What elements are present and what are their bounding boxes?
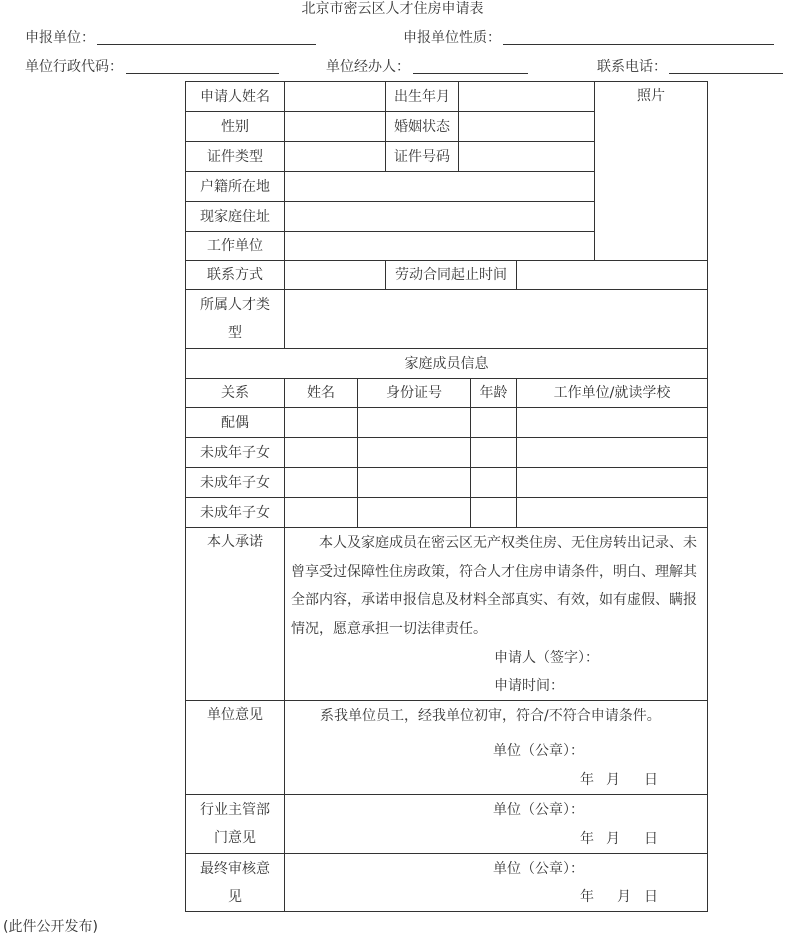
family-col-work: 工作单位/就读学校 [516,378,708,408]
label-final-opinion: 最终审核意见 [185,853,285,912]
family-input[interactable] [470,467,517,498]
family-row-label: 未成年子女 [185,497,285,528]
family-input[interactable] [470,497,517,528]
family-input[interactable] [516,437,708,468]
date-month: 月 [606,772,620,788]
label-unit-opinion: 单位意见 [185,700,285,795]
input-contact[interactable] [284,260,386,290]
unit-nature-field[interactable] [503,44,774,45]
label-industry-opinion: 行业主管部门意见 [185,794,285,854]
family-input[interactable] [284,407,358,438]
family-input[interactable] [516,497,708,528]
label-hukou: 户籍所在地 [185,171,285,202]
admin-code-label: 单位行政代码： [25,59,123,75]
industry-opinion-box [284,794,708,854]
family-input[interactable] [470,407,517,438]
phone-label: 联系电话： [597,59,667,75]
label-birth: 出生年月 [385,81,459,112]
applicant-unit-label: 申报单位： [25,30,95,46]
family-input[interactable] [516,467,708,498]
date-day: 日 [644,831,658,847]
family-input[interactable] [357,437,471,468]
date-day: 日 [644,889,658,905]
family-row-label: 配偶 [185,407,285,438]
input-talent-type[interactable] [284,289,708,349]
label-contact: 联系方式 [185,260,285,290]
label-work-unit: 工作单位 [185,231,285,261]
input-gender[interactable] [284,111,386,142]
label-applicant-name: 申请人姓名 [185,81,285,112]
industry-seal-label: 单位（公章）： [493,802,584,818]
label-gender: 性别 [185,111,285,142]
admin-code-field[interactable] [126,73,279,74]
pledge-box [284,527,708,701]
family-row-label: 未成年子女 [185,467,285,498]
label-id-type: 证件类型 [185,141,285,172]
footer-note: (此件公开发布) [3,919,98,935]
label-address: 现家庭住址 [185,201,285,232]
apply-time-label: 申请时间： [494,678,564,694]
family-input[interactable] [357,407,471,438]
page-title: 北京市密云区人才住房申请表 [301,1,484,17]
applicant-unit-field[interactable] [97,44,316,45]
input-hukou[interactable] [284,171,595,202]
application-form [185,81,708,912]
date-month: 月 [617,889,631,905]
family-input[interactable] [357,497,471,528]
family-col-relation: 关系 [185,378,285,408]
input-work-unit[interactable] [284,231,595,261]
date-month: 月 [606,831,620,847]
applicant-signature-label: 申请人（签字）： [494,650,599,666]
family-input[interactable] [470,437,517,468]
input-applicant-name[interactable] [284,81,386,112]
phone-field[interactable] [669,73,783,74]
input-birth[interactable] [458,81,595,112]
label-contract-period: 劳动合同起止时间 [385,260,517,290]
label-pledge: 本人承诺 [185,527,285,701]
date-year: 年 [580,831,594,847]
family-input[interactable] [357,467,471,498]
family-input[interactable] [284,467,358,498]
family-col-name: 姓名 [284,378,358,408]
family-input[interactable] [284,497,358,528]
family-input[interactable] [284,437,358,468]
photo-box: 照片 [594,81,708,261]
date-year: 年 [580,772,594,788]
label-id-number: 证件号码 [385,141,459,172]
family-col-age: 年龄 [470,378,517,408]
input-contract-period[interactable] [516,260,708,290]
final-opinion-box [284,853,708,912]
unit-seal-label: 单位（公章）： [493,743,584,759]
pledge-text: 本人及家庭成员在密云区无产权类住房、无住房转出记录、未曾享受过保障性住房政策，符合人才住房申请条件，明白、理解其全部内容，承诺申报信息及材料全部真实、有效，如有虚假、瞒报情况，愿意承担一切法律责任。 [291,535,697,638]
unit-opinion-text: 系我单位员工，经我单位初审，符合/不符合申请条件。 [320,708,661,724]
family-input[interactable] [516,407,708,438]
input-marital[interactable] [458,111,595,142]
label-talent-type: 所属人才类型 [185,289,285,349]
handler-field[interactable] [413,73,528,74]
family-col-id: 身份证号 [357,378,471,408]
date-day: 日 [644,772,658,788]
input-id-type[interactable] [284,141,386,172]
input-id-number[interactable] [458,141,595,172]
label-marital: 婚姻状态 [385,111,459,142]
unit-opinion-box [284,700,708,795]
unit-nature-label: 申报单位性质： [403,30,501,46]
date-year: 年 [580,889,594,905]
final-seal-label: 单位（公章）： [493,861,584,877]
handler-label: 单位经办人： [326,59,410,75]
family-row-label: 未成年子女 [185,437,285,468]
family-section-header: 家庭成员信息 [185,348,708,379]
input-address[interactable] [284,201,595,232]
